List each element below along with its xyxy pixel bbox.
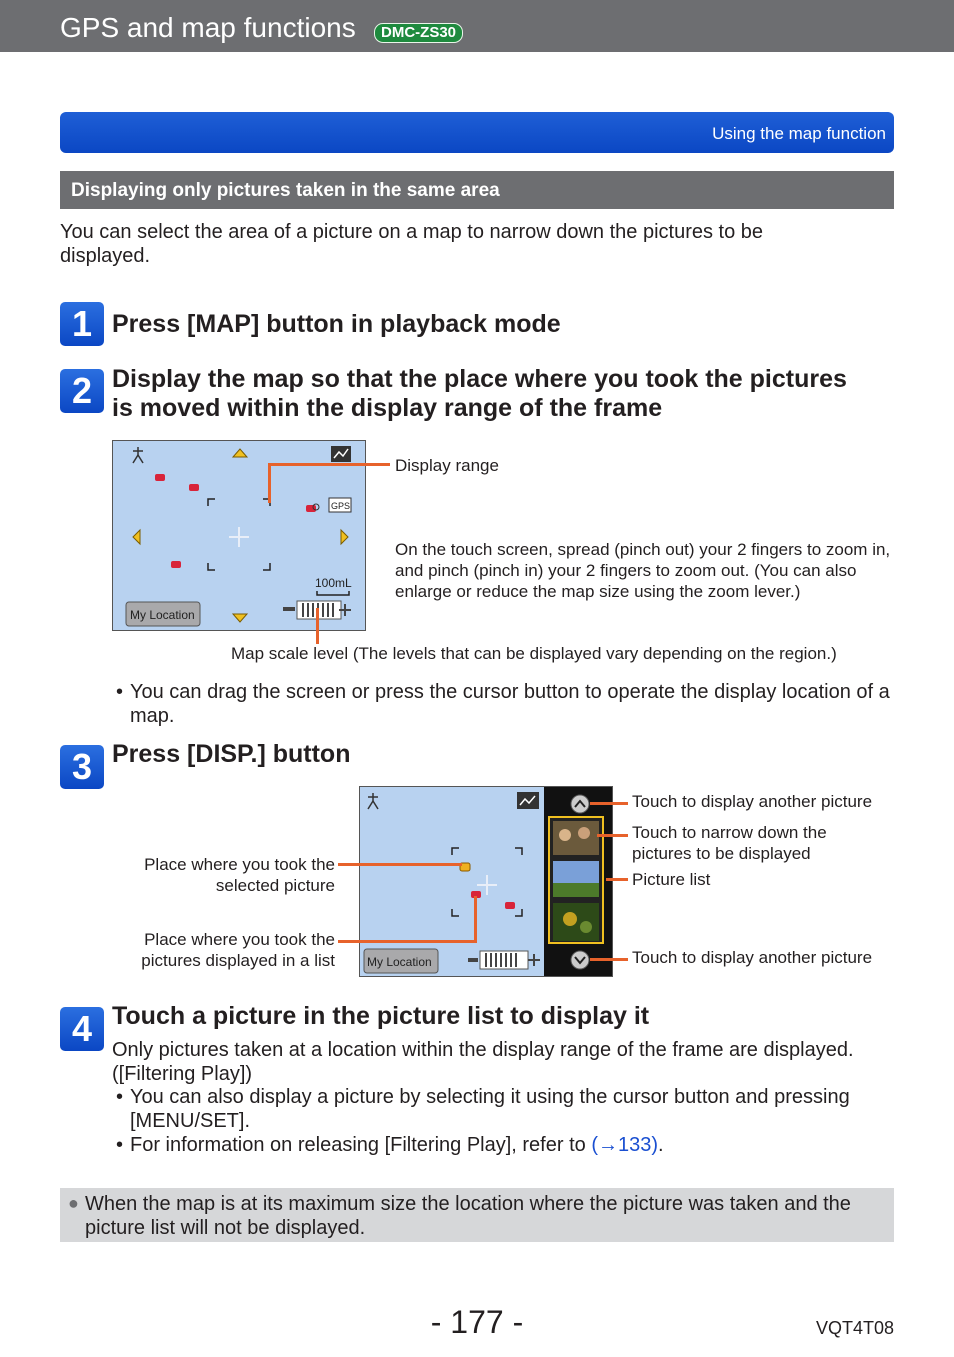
cursor-right-icon	[341, 530, 348, 544]
step-4-text-line1: Only pictures taken at a location within the display range of the frame are displayed.	[112, 1039, 854, 1061]
page-header	[0, 0, 954, 52]
step-1-title: Press [MAP] button in playback mode	[112, 310, 561, 338]
step-4-bullet-2: • For information on releasing [Filtering Play], refer to (→133).	[116, 1134, 664, 1156]
callout-picture-list: Picture list	[632, 870, 711, 889]
note-box	[60, 1188, 894, 1242]
intro-text: You can select the area of a picture on a map to narrow down the pictures to be displayed.	[60, 221, 764, 267]
note-bullet-icon: ●	[68, 1193, 79, 1213]
callout-narrow-line1: Touch to narrow down the	[632, 823, 827, 842]
compass-icon	[368, 793, 378, 809]
step-2-bullet: • You can drag the screen or press the cursor button to operate the display location of a map.	[116, 680, 896, 728]
callout-narrow-line2: pictures to be displayed	[632, 844, 811, 863]
page-number: - 177 -	[430, 1304, 524, 1340]
callout-display-range: Display range	[395, 456, 499, 475]
callout-line-list-place-h	[338, 940, 476, 943]
step-1-badge: 1	[60, 302, 104, 346]
callout-another-bottom: Touch to display another picture	[632, 948, 873, 967]
callout-line-another-bottom	[590, 958, 628, 961]
callout-line-selected-place	[338, 863, 462, 866]
callout-line-display-range-h	[268, 463, 390, 466]
scroll-down-icon	[571, 951, 589, 969]
callout-line-narrow	[597, 834, 628, 837]
scale-value: 100mL	[315, 576, 352, 590]
step-4-bullet-1-text: You can also display a picture by selecting it using the cursor button and pressing [MENU/SET].	[130, 1086, 850, 1132]
document-code: VQT4T08	[815, 1318, 894, 1338]
step-2-badge: 2	[60, 369, 104, 413]
callout-line-display-range-v	[268, 463, 271, 503]
step-4-badge: 4	[60, 1007, 104, 1051]
step-4-text-line2: ([Filtering Play])	[112, 1063, 253, 1085]
photo-location-marks	[471, 891, 515, 909]
step-2-bullet-text: You can drag the screen or press the cursor button to operate the display location of a map.	[130, 681, 890, 727]
scroll-up-icon	[571, 795, 589, 813]
map-2-graphics	[360, 787, 612, 976]
note-text: When the map is at its maximum size the location where the picture was taken and the picture list will not be displayed.	[85, 1193, 851, 1239]
cursor-left-icon	[133, 530, 140, 544]
subsection-bar	[60, 171, 894, 209]
map-mode-icon	[517, 792, 539, 809]
step-4-bullet-2-text: For information on releasing [Filtering Play], refer to	[130, 1134, 592, 1156]
map-screen-2	[359, 786, 613, 977]
chapter-title: GPS and map functions	[60, 12, 356, 43]
model-badge: DMC-ZS30	[374, 23, 463, 43]
cursor-down-icon	[233, 614, 247, 622]
compass-icon	[133, 447, 143, 463]
callout-list-place-line2: pictures displayed in a list	[141, 951, 335, 970]
callout-another-top: Touch to display another picture	[632, 792, 873, 811]
map-1-graphics	[113, 441, 365, 630]
callout-list-place-line1: Place where you took the	[144, 930, 335, 949]
step-3-badge: 3	[60, 745, 104, 789]
callout-line-picture-list	[606, 878, 628, 881]
center-crosshair	[229, 527, 249, 547]
cursor-up-icon	[233, 449, 247, 457]
callout-map-scale: Map scale level (The levels that can be displayed vary depending on the region.)	[231, 644, 837, 663]
step-4-title: Touch a picture in the picture list to display it	[112, 1002, 650, 1030]
step-4-bullet-1: • You can also display a picture by selecting it using the cursor button and pressing [MENU/SET].	[116, 1085, 896, 1133]
callout-line-another-top	[590, 802, 628, 805]
callout-line-list-place-v	[474, 896, 477, 943]
callout-selected-place-line2: selected picture	[215, 876, 335, 895]
step-3-title: Press [DISP.] button	[112, 740, 351, 768]
subsection-title: Displaying only pictures taken in the same area	[71, 180, 500, 201]
photo-location-marks	[155, 474, 316, 568]
callout-line-map-scale	[316, 608, 319, 644]
callout-selected-place-line1: Place where you took the	[144, 855, 335, 874]
step-2-title-line2: is moved within the display range of the frame	[112, 394, 663, 422]
my-location-label: My Location	[130, 608, 195, 622]
my-location-label: My Location	[367, 955, 432, 969]
map-screen-1	[112, 440, 366, 631]
bullet-2-suffix: .	[658, 1134, 664, 1156]
callout-zoom-instructions: On the touch screen, spread (pinch out) your 2 fingers to zoom in, and pinch (pinch in) your 2 fingers to zoom out. (You can also enlarge or reduce the map size using the zoom lever.)	[395, 540, 891, 601]
zoom-level-bar	[468, 951, 540, 969]
section-bar	[60, 112, 894, 153]
gps-label: GPS	[331, 501, 351, 511]
page-ref-link[interactable]: (→133)	[591, 1134, 659, 1156]
step-2-title-line1: Display the map so that the place where you took the pictures	[112, 365, 847, 393]
section-label: Using the map function	[712, 124, 886, 143]
